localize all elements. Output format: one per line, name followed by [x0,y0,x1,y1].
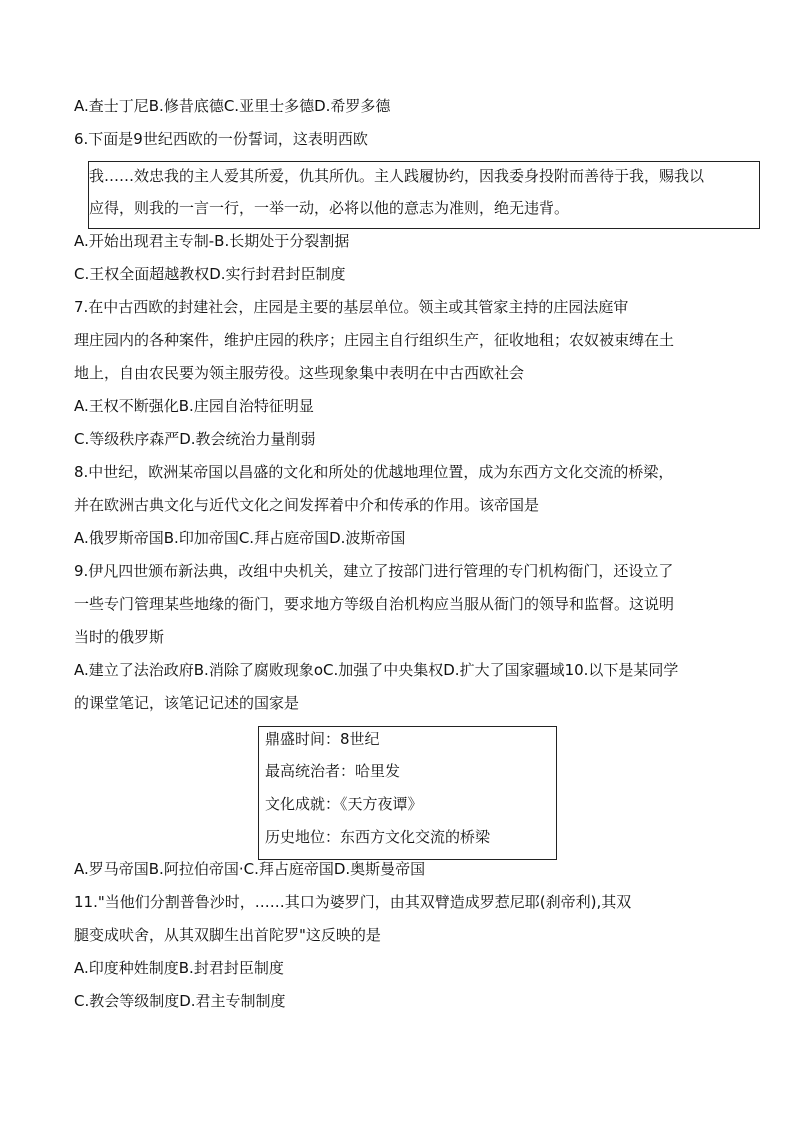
q11-options-2: C.教会等级制度D.君主专制制度 [74,992,286,1010]
q7-stem-3: 地上，自由农民要为领主服劳役。这些现象集中表明在中古西欧社会 [74,364,525,382]
class-notes-box [258,726,557,860]
q11-options-1: A.印度种姓制度B.封君封臣制度 [74,959,284,977]
q9-options: A.建立了法治政府B.消除了腐败现象oC.加强了中央集权D.扩大了国家疆域10.以下是某同学 [74,661,679,679]
q10-stem: 的课堂笔记，该笔记记述的国家是 [74,694,300,712]
q10-options: A.罗马帝国B.阿拉伯帝国·C.拜占庭帝国D.奥斯曼帝国 [74,860,426,878]
oath-line-2: 应得，则我的一言一行，一举一动，必将以他的意志为准则，绝无违背。 [89,199,570,217]
q8-options: A.俄罗斯帝国B.印加帝国C.拜占庭帝国D.波斯帝国 [74,529,406,547]
q8-stem-1: 8.中世纪，欧洲某帝国以昌盛的文化和所处的优越地理位置，成为东西方文化交流的桥梁， [74,463,674,481]
q11-stem-1: 11."当他们分割普鲁沙时，……其口为婆罗门，由其双臂造成罗惹尼耶(刹帝利),其双 [74,893,632,911]
q7-options-1: A.王权不断强化B.庄园自治特征明显 [74,397,314,415]
q9-stem-1: 9.伊凡四世颁布新法典，改组中央机关，建立了按部门进行管理的专门机构衙门，还设立了 [74,562,674,580]
notes-line-4: 历史地位：东西方文化交流的桥梁 [265,828,491,846]
q7-stem-1: 7.在中古西欧的封建社会，庄园是主要的基层单位。领主或其管家主持的庄园法庭审 [74,298,629,316]
q9-stem-2: 一些专门管理某些地缘的衙门，要求地方等级自治机构应当服从衙门的领导和监督。这说明 [74,595,675,613]
q7-options-2: C.等级秩序森严D.教会统治力量削弱 [74,430,316,448]
q7-stem-2: 理庄园内的各种案件，维护庄园的秩序；庄园主自行组织生产，征收地租；农奴被束缚在土 [74,331,675,349]
q6-stem: 6.下面是9世纪西欧的一份誓词，这表明西欧 [74,130,368,148]
oath-line-1: 我……效忠我的主人爱其所爱，仇其所仇。主人践履协约，因我委身投附而善待于我，赐我以 [89,167,705,185]
q6-options-1: A.开始出现君主专制-B.长期处于分裂割据 [74,232,350,250]
oath-box [88,161,760,229]
q11-stem-2: 腿变成吠舍，从其双脚生出首陀罗"这反映的是 [74,926,381,944]
notes-line-1: 鼎盛时间：8世纪 [265,730,380,748]
q5-options: A.查士丁尼B.修昔底德C.亚里士多德D.希罗多德 [74,97,391,115]
notes-line-3: 文化成就：《天方夜谭》 [265,795,423,813]
notes-line-2: 最高统治者：哈里发 [265,762,401,780]
q6-options-2: C.王权全面超越教权D.实行封君封臣制度 [74,265,346,283]
q9-stem-3: 当时的俄罗斯 [74,628,165,646]
q8-stem-2: 并在欧洲古典文化与近代文化之间发挥着中介和传承的作用。该帝国是 [74,496,540,514]
